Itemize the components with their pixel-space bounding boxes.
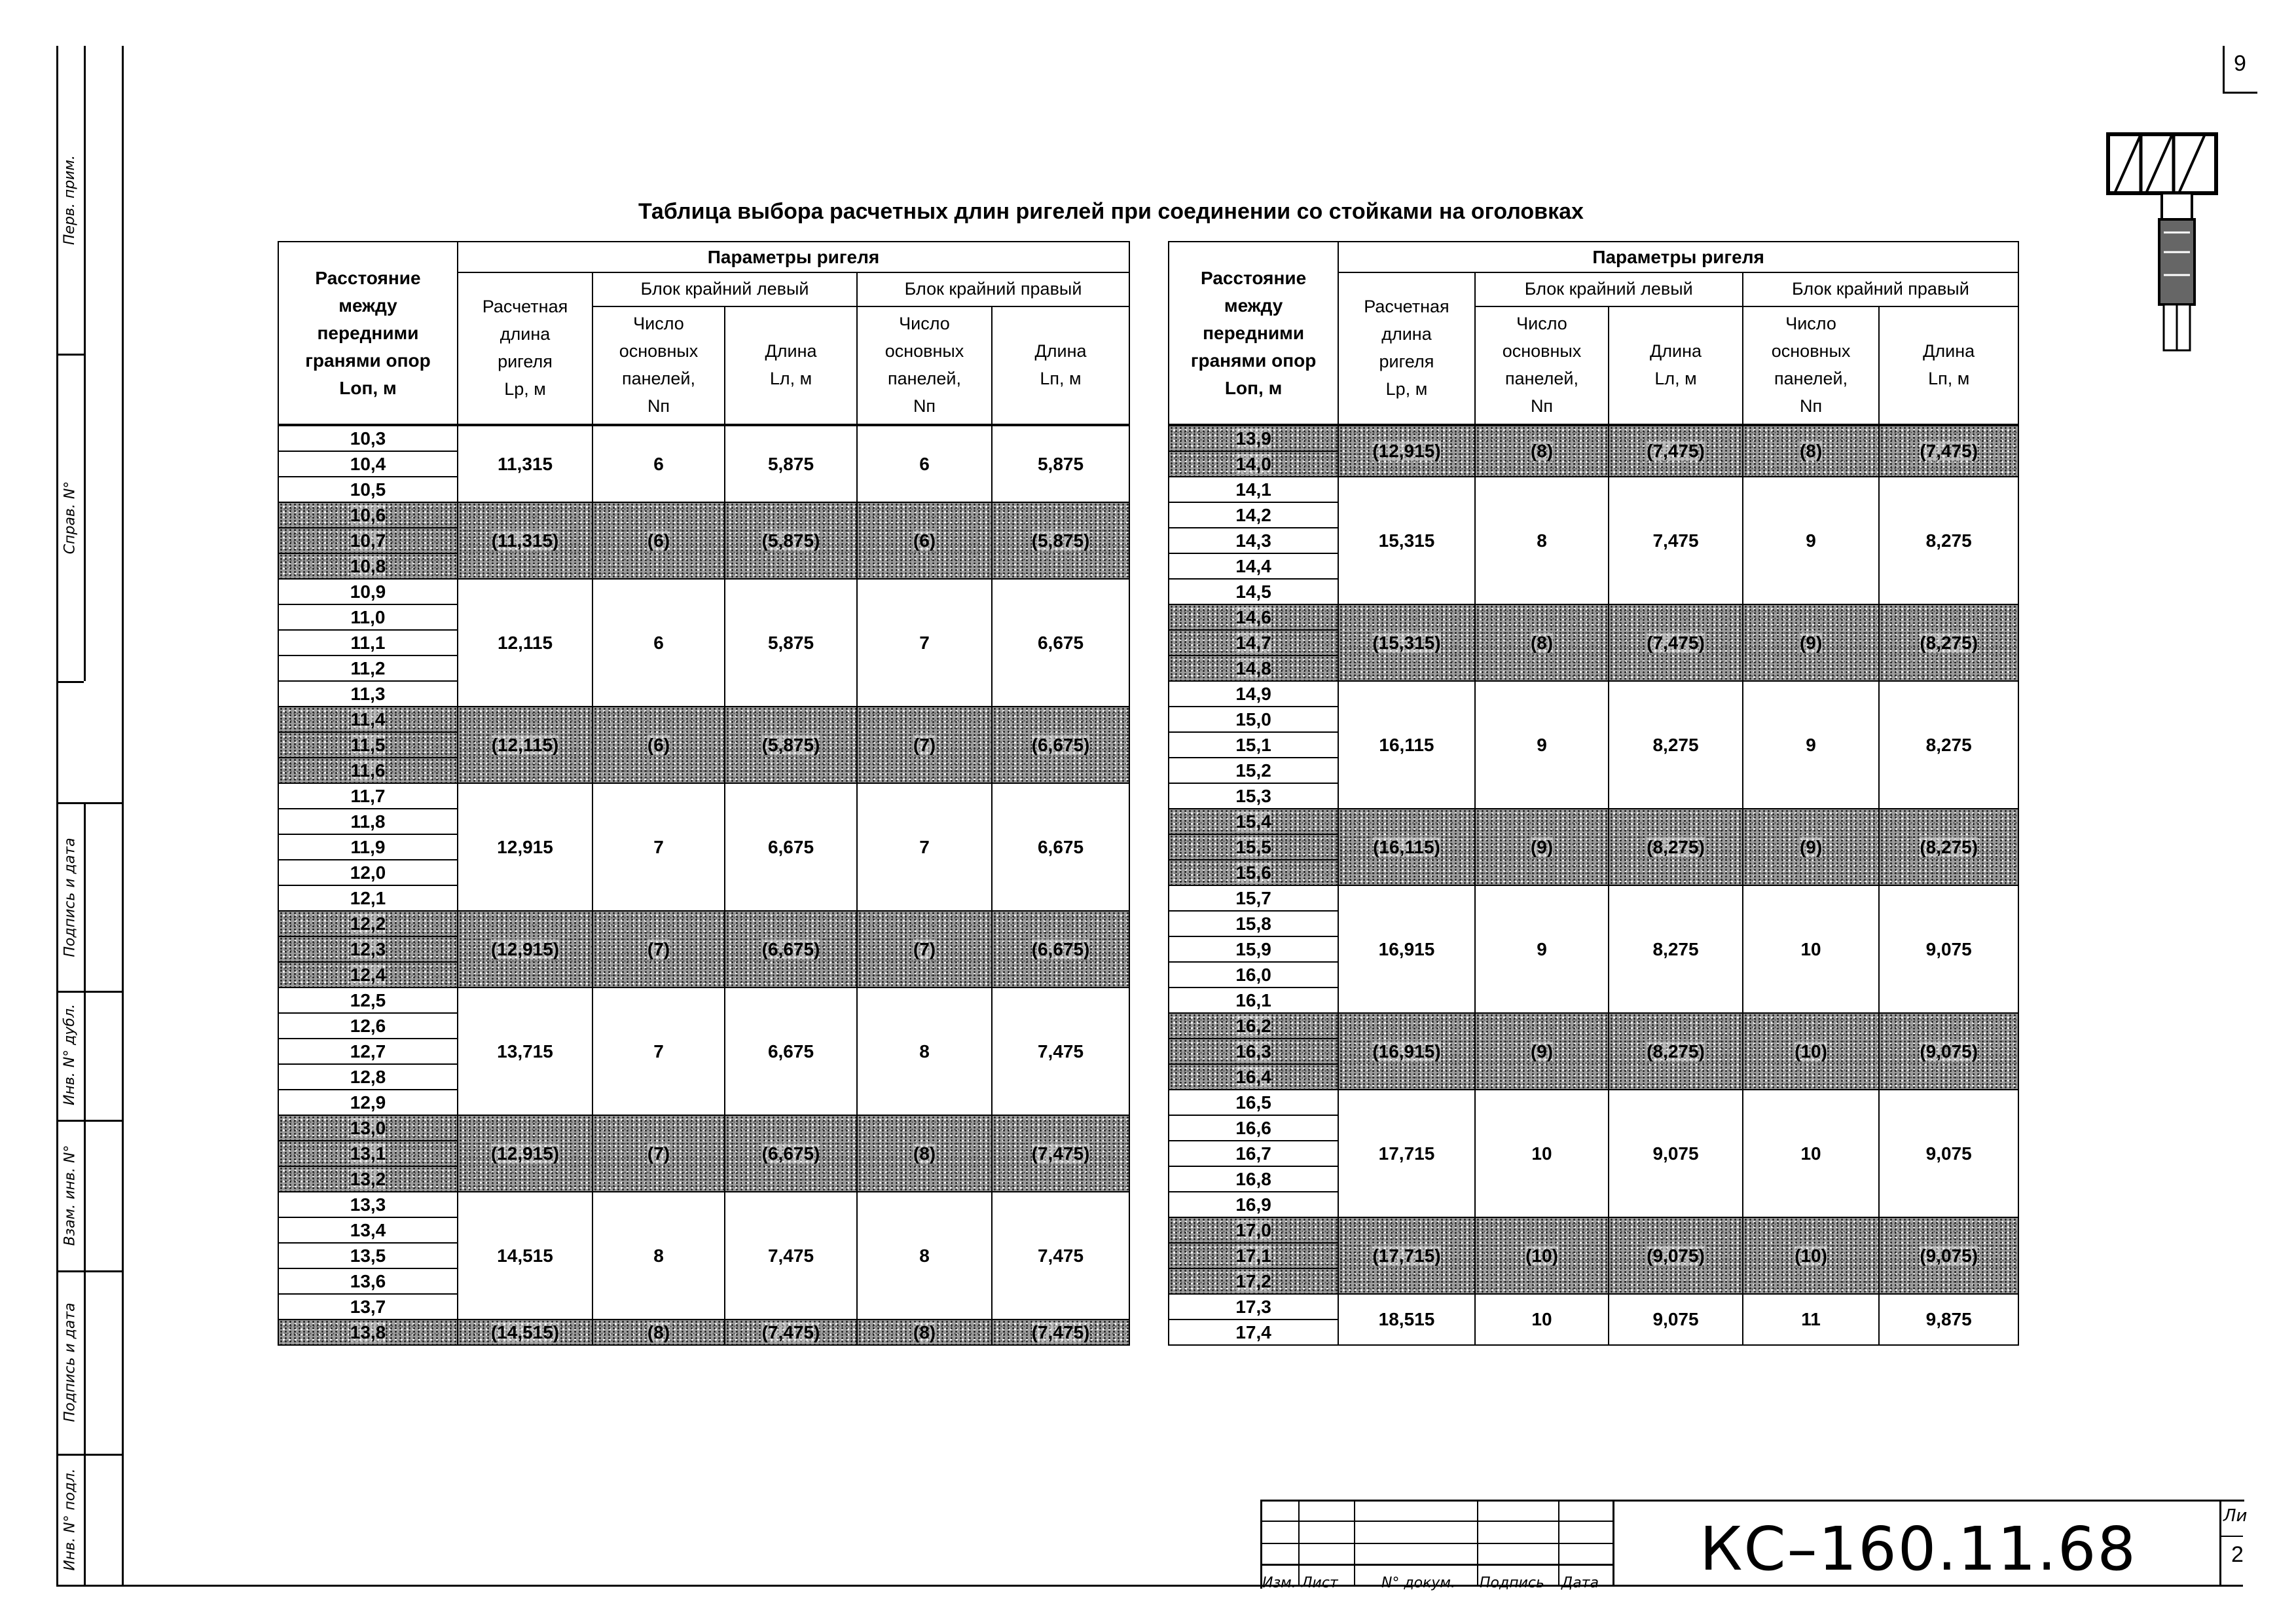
left-length-cell: 9,075 xyxy=(1609,1090,1743,1217)
left-table-body xyxy=(278,242,1129,1345)
calc-length-cell: 12,915 xyxy=(458,783,592,911)
right-length-cell: 7,475 xyxy=(992,1192,1129,1320)
side-cell-inv-podl xyxy=(56,1454,122,1587)
right-panels-cell: (8) xyxy=(857,1320,992,1345)
left-selection-table xyxy=(278,241,1130,1346)
side-label-vzam-inv: Взам. инв. N° xyxy=(62,1145,79,1246)
header-left-block: Блок крайний левый xyxy=(1475,272,1743,306)
side-divider xyxy=(84,802,86,1586)
distance-cell: 13,3 xyxy=(278,1192,458,1217)
left-length-cell: (8,275) xyxy=(1609,1013,1743,1090)
right-length-cell: 8,275 xyxy=(1879,477,2018,604)
distance-cell: 11,5 xyxy=(278,732,458,758)
left-length-cell: 5,875 xyxy=(725,425,857,502)
header-len-right: Длина Lп, м xyxy=(992,306,1129,425)
left-panels-cell: 9 xyxy=(1475,885,1609,1013)
right-panels-cell: 6 xyxy=(857,425,992,502)
table-row xyxy=(278,425,1129,451)
distance-cell: 12,2 xyxy=(278,911,458,936)
right-length-cell: (9,075) xyxy=(1879,1217,2018,1294)
distance-cell: 13,9 xyxy=(1169,425,1338,451)
right-panels-cell: (10) xyxy=(1743,1013,1880,1090)
table-row xyxy=(1169,1013,2018,1039)
title-block-col-doc xyxy=(1477,1500,1478,1587)
table-row xyxy=(1169,809,2018,834)
title-block-col-date xyxy=(1613,1500,1614,1587)
calc-length-cell: (15,315) xyxy=(1338,604,1475,681)
distance-cell: 13,6 xyxy=(278,1268,458,1294)
table-row xyxy=(1169,604,2018,630)
calc-length-cell: (17,715) xyxy=(1338,1217,1475,1294)
side-label-perv-prim: Перв. прим. xyxy=(62,155,79,245)
right-length-cell: 6,675 xyxy=(992,783,1129,911)
distance-cell: 16,9 xyxy=(1169,1192,1338,1217)
right-length-cell: 9,075 xyxy=(1879,885,2018,1013)
right-panels-cell: (8) xyxy=(1743,425,1880,477)
right-panels-cell: (9) xyxy=(1743,604,1880,681)
calc-length-cell: 17,715 xyxy=(1338,1090,1475,1217)
table-row xyxy=(1169,477,2018,502)
header-calc-length: Расчетная длина ригеля Lр, м xyxy=(458,272,592,425)
distance-cell: 11,4 xyxy=(278,707,458,732)
header-count-left: Число основных панелей, Nп xyxy=(1475,306,1609,425)
distance-cell: 16,2 xyxy=(1169,1013,1338,1039)
left-length-cell: (7,475) xyxy=(725,1320,857,1345)
distance-cell: 15,3 xyxy=(1169,783,1338,809)
right-panels-cell: 9 xyxy=(1743,477,1880,604)
table-row xyxy=(278,502,1129,528)
distance-cell: 14,3 xyxy=(1169,528,1338,553)
distance-cell: 13,2 xyxy=(278,1166,458,1192)
left-panels-cell: (8) xyxy=(1475,425,1609,477)
title-block-col-sign xyxy=(1558,1500,1559,1587)
distance-cell: 16,0 xyxy=(1169,962,1338,987)
left-length-cell: (7,475) xyxy=(1609,425,1743,477)
frame-inner-left-line xyxy=(122,46,124,1586)
left-panels-cell: (8) xyxy=(1475,604,1609,681)
side-label-inv-dubl: Инв. N° дубл. xyxy=(62,1003,79,1105)
calc-length-cell: (14,515) xyxy=(458,1320,592,1345)
side-cell-podpis-2 xyxy=(56,1270,122,1456)
left-panels-cell: 10 xyxy=(1475,1294,1609,1345)
distance-cell: 15,9 xyxy=(1169,936,1338,962)
label-list: Лист xyxy=(1302,1575,1338,1591)
right-panels-cell: (8) xyxy=(857,1115,992,1192)
table-row xyxy=(278,987,1129,1013)
left-length-cell: (5,875) xyxy=(725,707,857,783)
right-length-cell: (7,475) xyxy=(1879,425,2018,477)
right-panels-cell: 8 xyxy=(857,1192,992,1320)
left-length-cell: (9,075) xyxy=(1609,1217,1743,1294)
distance-cell: 15,1 xyxy=(1169,732,1338,758)
left-panels-cell: (7) xyxy=(592,911,725,987)
side-cell-inv-dubl xyxy=(56,989,122,1122)
side-label-podpis-2: Подпись и дата xyxy=(62,1302,79,1422)
side-cell-sprav xyxy=(56,354,84,683)
distance-cell: 15,2 xyxy=(1169,758,1338,783)
left-panels-cell: (8) xyxy=(592,1320,725,1345)
table-row xyxy=(1169,885,2018,911)
right-length-cell: 9,875 xyxy=(1879,1294,2018,1345)
right-panels-cell: (7) xyxy=(857,707,992,783)
right-panels-cell: 10 xyxy=(1743,1090,1880,1217)
side-cell-perv-prim xyxy=(56,46,84,356)
label-izm: Изм. xyxy=(1262,1575,1296,1591)
right-selection-table xyxy=(1168,241,2019,1346)
left-panels-cell: (6) xyxy=(592,707,725,783)
header-calc-length: Расчетная длина ригеля Lр, м xyxy=(1338,272,1475,425)
calc-length-cell: (12,915) xyxy=(458,911,592,987)
left-length-cell: (6,675) xyxy=(725,1115,857,1192)
page-number: 9 xyxy=(2234,51,2246,76)
distance-cell: 13,5 xyxy=(278,1243,458,1268)
right-panels-cell: 11 xyxy=(1743,1294,1880,1345)
right-length-cell: (7,475) xyxy=(992,1320,1129,1345)
distance-cell: 16,3 xyxy=(1169,1039,1338,1064)
side-cell-podpis-1 xyxy=(56,802,122,993)
distance-cell: 13,0 xyxy=(278,1115,458,1141)
header-params: Параметры ригеля xyxy=(1338,242,2018,272)
left-length-cell: 8,275 xyxy=(1609,885,1743,1013)
distance-cell: 10,5 xyxy=(278,477,458,502)
distance-cell: 14,4 xyxy=(1169,553,1338,579)
distance-cell: 17,2 xyxy=(1169,1268,1338,1294)
calc-length-cell: 16,115 xyxy=(1338,681,1475,809)
right-length-cell: (9,075) xyxy=(1879,1013,2018,1090)
left-panels-cell: (10) xyxy=(1475,1217,1609,1294)
title-block-col-izm xyxy=(1298,1500,1300,1587)
calc-length-cell: (11,315) xyxy=(458,502,592,579)
right-panels-cell: 8 xyxy=(857,987,992,1115)
distance-cell: 11,9 xyxy=(278,834,458,860)
distance-cell: 11,0 xyxy=(278,604,458,630)
table-row xyxy=(1169,1090,2018,1115)
calc-length-cell: 11,315 xyxy=(458,425,592,502)
distance-cell: 14,7 xyxy=(1169,630,1338,655)
distance-cell: 14,9 xyxy=(1169,681,1338,707)
header-count-right: Число основных панелей, Nп xyxy=(857,306,992,425)
calc-length-cell: 13,715 xyxy=(458,987,592,1115)
left-panels-cell: 6 xyxy=(592,425,725,502)
side-cell-vzam-inv xyxy=(56,1120,122,1272)
title-block-col-list xyxy=(1354,1500,1355,1587)
header-right-block: Блок крайний правый xyxy=(1743,272,2018,306)
distance-cell: 14,6 xyxy=(1169,604,1338,630)
distance-cell: 12,1 xyxy=(278,885,458,911)
right-panels-cell: 9 xyxy=(1743,681,1880,809)
calc-length-cell: (16,115) xyxy=(1338,809,1475,885)
left-length-cell: (7,475) xyxy=(1609,604,1743,681)
left-panels-cell: 7 xyxy=(592,783,725,911)
table-row xyxy=(278,911,1129,936)
left-panels-cell: 6 xyxy=(592,579,725,707)
header-params: Параметры ригеля xyxy=(458,242,1129,272)
right-panels-cell: (9) xyxy=(1743,809,1880,885)
sheet-number: 2 xyxy=(2231,1542,2244,1567)
frame-mid-line xyxy=(84,46,86,681)
side-label-inv-podl: Инв. N° подл. xyxy=(62,1467,79,1571)
left-length-cell: 6,675 xyxy=(725,783,857,911)
left-panels-cell: (9) xyxy=(1475,1013,1609,1090)
header-len-left: Длина Lл, м xyxy=(725,306,857,425)
left-length-cell: (8,275) xyxy=(1609,809,1743,885)
distance-cell: 13,4 xyxy=(278,1217,458,1243)
left-length-cell: 5,875 xyxy=(725,579,857,707)
left-panels-cell: 8 xyxy=(592,1192,725,1320)
distance-cell: 11,6 xyxy=(278,758,458,783)
title-block-col-sheet xyxy=(2219,1500,2221,1587)
distance-cell: 12,9 xyxy=(278,1090,458,1115)
left-length-cell: 7,475 xyxy=(725,1192,857,1320)
distance-cell: 13,1 xyxy=(278,1141,458,1166)
right-length-cell: 9,075 xyxy=(1879,1090,2018,1217)
distance-cell: 14,0 xyxy=(1169,451,1338,477)
header-len-left: Длина Lл, м xyxy=(1609,306,1743,425)
distance-cell: 11,2 xyxy=(278,655,458,681)
right-panels-cell: 10 xyxy=(1743,885,1880,1013)
distance-cell: 11,3 xyxy=(278,681,458,707)
title-block-row3 xyxy=(1260,1564,1614,1566)
header-right-block: Блок крайний правый xyxy=(857,272,1129,306)
left-length-cell: 9,075 xyxy=(1609,1294,1743,1345)
distance-cell: 11,7 xyxy=(278,783,458,809)
distance-cell: 17,1 xyxy=(1169,1243,1338,1268)
distance-cell: 16,1 xyxy=(1169,987,1338,1013)
left-length-cell: 7,475 xyxy=(1609,477,1743,604)
distance-cell: 14,5 xyxy=(1169,579,1338,604)
distance-cell: 16,5 xyxy=(1169,1090,1338,1115)
calc-length-cell: 12,115 xyxy=(458,579,592,707)
title-block-sheet-row xyxy=(2219,1536,2243,1537)
left-panels-cell: (7) xyxy=(592,1115,725,1192)
distance-cell: 12,6 xyxy=(278,1013,458,1039)
distance-cell: 14,2 xyxy=(1169,502,1338,528)
distance-cell: 15,6 xyxy=(1169,860,1338,885)
calc-length-cell: (12,915) xyxy=(1338,425,1475,477)
header-count-left: Число основных панелей, Nп xyxy=(592,306,725,425)
distance-cell: 12,0 xyxy=(278,860,458,885)
distance-cell: 12,3 xyxy=(278,936,458,962)
sheet-label: Ли xyxy=(2223,1506,2248,1526)
calc-length-cell: (12,115) xyxy=(458,707,592,783)
table-row xyxy=(278,579,1129,604)
header-left-block: Блок крайний левый xyxy=(592,272,857,306)
distance-cell: 10,7 xyxy=(278,528,458,553)
distance-cell: 16,8 xyxy=(1169,1166,1338,1192)
distance-cell: 17,0 xyxy=(1169,1217,1338,1243)
table-row xyxy=(278,1192,1129,1217)
table-row xyxy=(278,783,1129,809)
distance-cell: 17,3 xyxy=(1169,1294,1338,1320)
distance-cell: 10,3 xyxy=(278,425,458,451)
distance-cell: 12,8 xyxy=(278,1064,458,1090)
left-length-cell: (5,875) xyxy=(725,502,857,579)
right-length-cell: (7,475) xyxy=(992,1115,1129,1192)
distance-cell: 15,8 xyxy=(1169,911,1338,936)
distance-cell: 11,8 xyxy=(278,809,458,834)
distance-cell: 15,4 xyxy=(1169,809,1338,834)
left-panels-cell: 9 xyxy=(1475,681,1609,809)
title-block-row2 xyxy=(1260,1543,1614,1544)
distance-cell: 13,7 xyxy=(278,1294,458,1320)
right-panels-cell: (7) xyxy=(857,911,992,987)
left-panels-cell: 7 xyxy=(592,987,725,1115)
distance-cell: 10,9 xyxy=(278,579,458,604)
label-date: Дата xyxy=(1561,1575,1599,1591)
right-length-cell: 5,875 xyxy=(992,425,1129,502)
left-panels-cell: 8 xyxy=(1475,477,1609,604)
calc-length-cell: (16,915) xyxy=(1338,1013,1475,1090)
right-length-cell: (6,675) xyxy=(992,911,1129,987)
left-length-cell: (6,675) xyxy=(725,911,857,987)
right-length-cell: 8,275 xyxy=(1879,681,2018,809)
header-distance: Расстояние между передними гранями опор Lоп, м xyxy=(278,242,458,425)
right-length-cell: (8,275) xyxy=(1879,604,2018,681)
calc-length-cell: 15,315 xyxy=(1338,477,1475,604)
side-label-podpis-1: Подпись и дата xyxy=(62,838,79,957)
distance-cell: 17,4 xyxy=(1169,1320,1338,1345)
right-panels-cell: (6) xyxy=(857,502,992,579)
right-table-body xyxy=(1169,242,2018,1345)
calc-length-cell: 14,515 xyxy=(458,1192,592,1320)
document-code: КС–160.11.68 xyxy=(1700,1514,2137,1584)
left-panels-cell: (6) xyxy=(592,502,725,579)
distance-cell: 12,5 xyxy=(278,987,458,1013)
truss-diagram-icon xyxy=(2102,128,2219,357)
header-distance: Расстояние между передними гранями опор Lоп, м xyxy=(1169,242,1338,425)
distance-cell: 10,4 xyxy=(278,451,458,477)
distance-cell: 12,7 xyxy=(278,1039,458,1064)
right-length-cell: 6,675 xyxy=(992,579,1129,707)
right-length-cell: (5,875) xyxy=(992,502,1129,579)
distance-cell: 10,6 xyxy=(278,502,458,528)
table-row xyxy=(1169,1294,2018,1320)
table-row xyxy=(278,1115,1129,1141)
table-row xyxy=(1169,425,2018,451)
side-label-sprav: Справ. N° xyxy=(62,481,79,554)
left-length-cell: 6,675 xyxy=(725,987,857,1115)
distance-cell: 12,4 xyxy=(278,962,458,987)
right-panels-cell: 7 xyxy=(857,783,992,911)
distance-cell: 14,1 xyxy=(1169,477,1338,502)
distance-cell: 10,8 xyxy=(278,553,458,579)
right-length-cell: (6,675) xyxy=(992,707,1129,783)
right-panels-cell: (10) xyxy=(1743,1217,1880,1294)
left-length-cell: 8,275 xyxy=(1609,681,1743,809)
distance-cell: 15,0 xyxy=(1169,707,1338,732)
calc-length-cell: 18,515 xyxy=(1338,1294,1475,1345)
table-row xyxy=(278,707,1129,732)
label-doc: N° докум. xyxy=(1381,1575,1456,1591)
calc-length-cell: (12,915) xyxy=(458,1115,592,1192)
calc-length-cell: 16,915 xyxy=(1338,885,1475,1013)
right-length-cell: 7,475 xyxy=(992,987,1129,1115)
right-panels-cell: 7 xyxy=(857,579,992,707)
distance-cell: 16,4 xyxy=(1169,1064,1338,1090)
right-length-cell: (8,275) xyxy=(1879,809,2018,885)
label-sign: Подпись xyxy=(1480,1575,1544,1591)
distance-cell: 11,1 xyxy=(278,630,458,655)
distance-cell: 15,5 xyxy=(1169,834,1338,860)
table-row xyxy=(1169,681,2018,707)
distance-cell: 16,7 xyxy=(1169,1141,1338,1166)
header-len-right: Длина Lп, м xyxy=(1879,306,2018,425)
title-block-row1 xyxy=(1260,1521,1614,1522)
table-row xyxy=(1169,1217,2018,1243)
distance-cell: 15,7 xyxy=(1169,885,1338,911)
left-panels-cell: 10 xyxy=(1475,1090,1609,1217)
distance-cell: 16,6 xyxy=(1169,1115,1338,1141)
left-panels-cell: (9) xyxy=(1475,809,1609,885)
distance-cell: 13,8 xyxy=(278,1320,458,1345)
table-row xyxy=(278,1320,1129,1345)
distance-cell: 14,8 xyxy=(1169,655,1338,681)
table-title: Таблица выбора расчетных длин ригелей при соединении со стойками на оголовках xyxy=(638,199,1584,224)
header-count-right: Число основных панелей, Nп xyxy=(1743,306,1880,425)
